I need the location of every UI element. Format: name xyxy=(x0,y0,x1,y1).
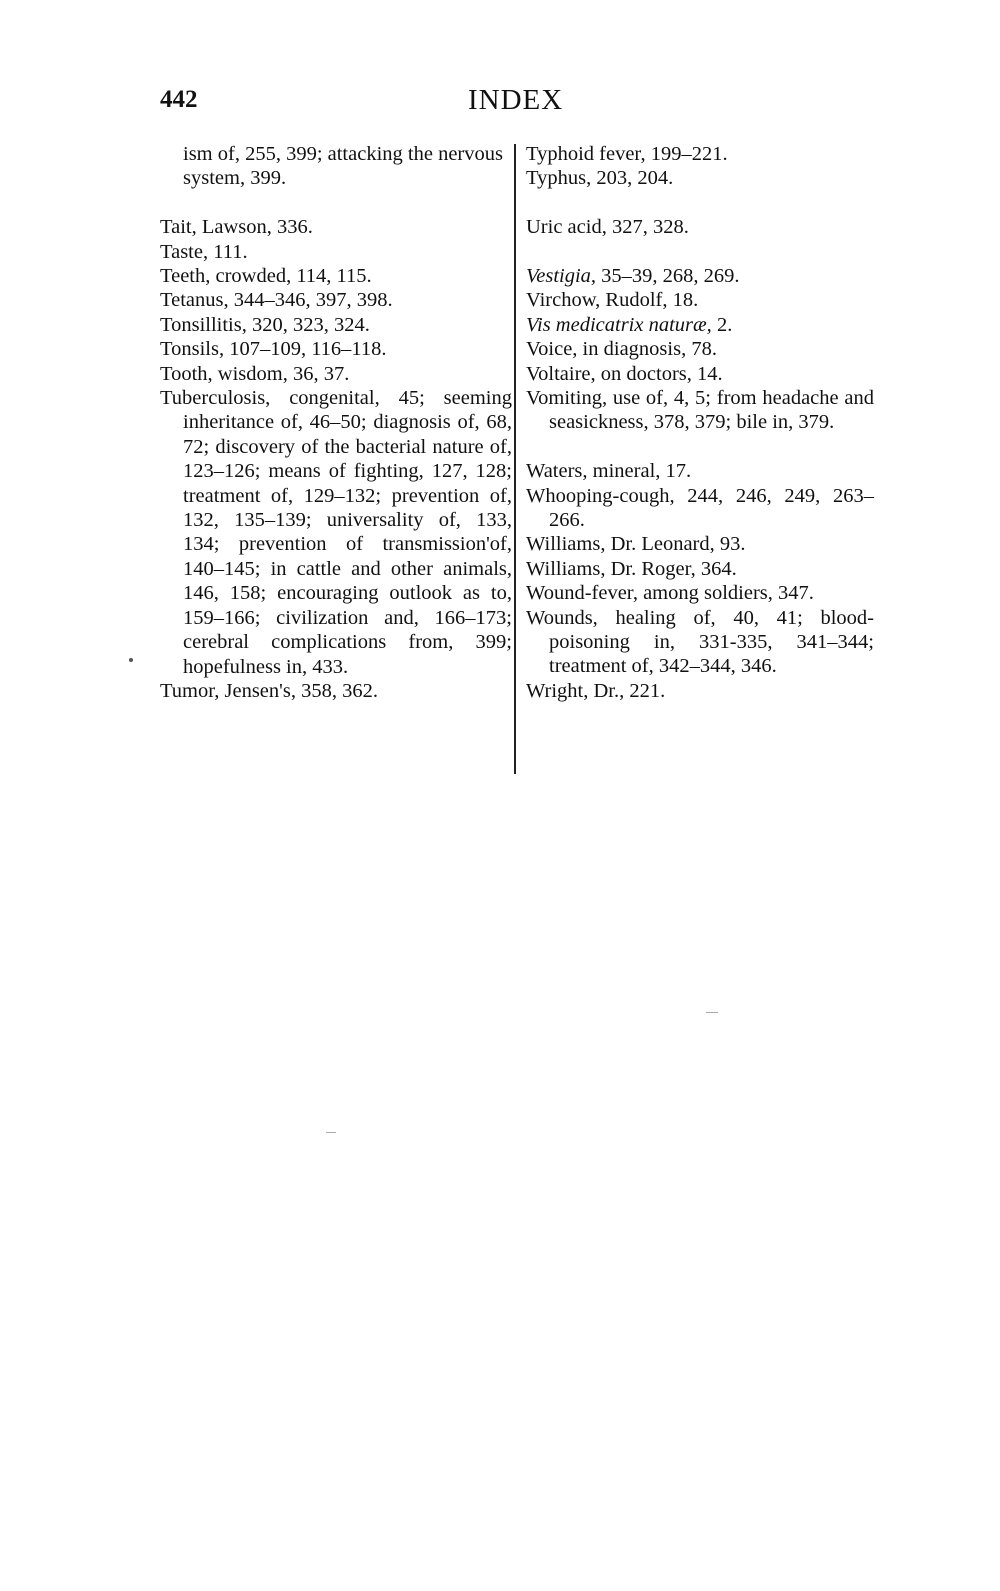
index-pages: 2. xyxy=(711,313,733,336)
index-entry: Waters, mineral, 17. xyxy=(526,460,692,483)
index-entry: Wounds, healing of, 40, 41; blood-poisoning in, 331-335, 341–344; treatment of, 342–344, 346. xyxy=(526,606,874,678)
index-entry: Virchow, Rudolf, 18. xyxy=(526,289,699,312)
index-entry: Vomiting, use of, 4, 5; from headache and seasickness, 378, 379; bile in, 379. xyxy=(526,387,874,434)
index-entry xyxy=(526,264,874,288)
index-entry: Tonsillitis, 320, 323, 324. xyxy=(160,313,370,336)
index-pages: 35–39, 268, 269. xyxy=(596,265,740,287)
index-entry: Uric acid, 327, 328. xyxy=(526,216,689,239)
scan-speck xyxy=(326,1132,336,1133)
index-term-italic: Vis medicatrix naturæ, xyxy=(526,313,712,336)
index-entry: Tetanus, 344–346, 397, 398. xyxy=(160,289,393,312)
index-entry: Taste, 111. xyxy=(160,240,248,263)
index-entry: Wright, Dr., 221. xyxy=(526,679,666,702)
index-term-italic: Vestigia, xyxy=(526,265,597,287)
index-column-right xyxy=(526,142,874,703)
scan-speck xyxy=(129,658,133,662)
index-entry: Voltaire, on doctors, 14. xyxy=(526,362,723,385)
scan-speck xyxy=(706,1012,718,1013)
index-entry: Voice, in diagnosis, 78. xyxy=(526,338,717,361)
index-entry: Typhus, 203, 204. xyxy=(526,167,674,190)
index-entry: Tait, Lawson, 336. xyxy=(160,216,313,239)
index-entry-continuation: ism of, 255, 399; attacking the nervous system, 399. xyxy=(183,143,503,190)
index-entry: Typhoid fever, 199–221. xyxy=(526,143,728,165)
index-entry: Tonsils, 107–109, 116–118. xyxy=(160,338,387,361)
page-title: INDEX xyxy=(468,84,564,116)
index-entry: Tooth, wisdom, 36, 37. xyxy=(160,362,350,385)
index-entry: Wound-fever, among soldiers, 347. xyxy=(526,582,814,605)
index-column-left xyxy=(160,142,512,703)
index-entry: Tumor, Jensen's, 358, 362. xyxy=(160,679,378,702)
page-number: 442 xyxy=(160,86,198,113)
index-entry: Williams, Dr. Roger, 364. xyxy=(526,557,737,580)
index-entry xyxy=(526,313,874,337)
index-entry: Teeth, crowded, 114, 115. xyxy=(160,265,372,288)
index-entry: Whooping-cough, 244, 246, 249, 263–266. xyxy=(526,484,874,532)
index-entry: Williams, Dr. Leonard, 93. xyxy=(526,533,746,556)
index-entry: Tuberculosis, congenital, 45; seeming inheritance of, 46–50; diagnosis of, 68, 72; discovery of the bacterial nature of, 123–126; means of fighting, 127, 128; treatment of, 129–132; prevention of, 132, 135–139; universality of, 133, 134; prevention of transmission'of, 140–145; in cattle and other animals, 146, 158; encouraging outlook as to, 159–166; civilization and, 166–173; cerebral complications from, 399; hopefulness in, 433. xyxy=(160,387,512,678)
column-divider xyxy=(514,144,516,774)
